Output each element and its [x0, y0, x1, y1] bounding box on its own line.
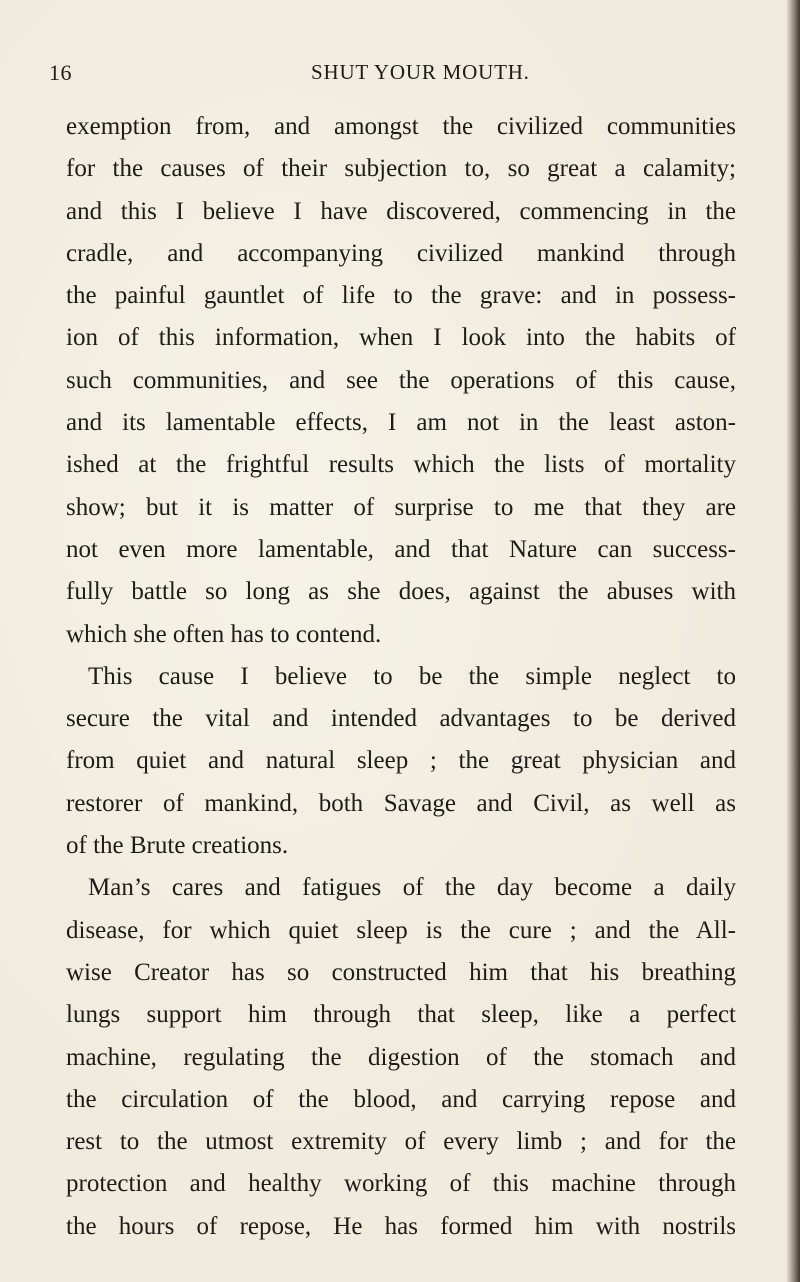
paragraph-end-line: which she often has to contend. [66, 620, 382, 648]
paragraph-start-line: This cause I believe to be the simple neglect to [88, 662, 736, 690]
text-line: not even more lamentable, and that Nature can success- [66, 535, 736, 563]
text-line: the hours of repose, He has formed him with nostrils [66, 1212, 736, 1240]
text-line: ished at the frightful results which the lists of mortality [66, 451, 736, 479]
text-line: for the causes of their subjection to, so great a calamity; [66, 155, 736, 183]
text-line: exemption from, and amongst the civilized communities [66, 113, 736, 140]
text-line: restorer of mankind, both Savage and Civil, as well as [66, 789, 736, 817]
text-line: lungs support him through that sleep, like a perfect [66, 1001, 736, 1029]
text-line: wise Creator has so constructed him that his breathing [66, 958, 736, 986]
body-text [66, 106, 736, 1248]
text-line: show; but it is matter of surprise to me that they are [66, 493, 736, 521]
text-line: such communities, and see the operations of this cause, [66, 366, 736, 394]
text-line: the circulation of the blood, and carrying repose and [66, 1085, 736, 1113]
text-line: the painful gauntlet of life to the grave: and in possess- [66, 282, 736, 310]
text-line: and this I believe I have discovered, commencing in the [66, 197, 736, 225]
paragraph-start-line: Man’s cares and fatigues of the day become a daily [88, 874, 736, 902]
text-line: machine, regulating the digestion of the stomach and [66, 1043, 736, 1071]
text-line: and its lamentable effects, I am not in the least aston- [66, 409, 736, 437]
running-head [0, 56, 800, 96]
page-gutter-shadow [786, 0, 800, 1282]
text-line: disease, for which quiet sleep is the cure ; and the All- [66, 916, 736, 944]
text-line: fully battle so long as she does, against the abuses with [66, 578, 736, 606]
text-line: secure the vital and intended advantages to be derived [66, 705, 736, 733]
text-line: from quiet and natural sleep ; the great physician and [66, 747, 736, 775]
page-number: 16 [49, 60, 72, 85]
text-line: ion of this information, when I look into the habits of [66, 324, 736, 352]
text-line: cradle, and accompanying civilized mankind through [66, 239, 736, 267]
text-line: protection and healthy working of this machine through [66, 1170, 736, 1198]
text-line: rest to the utmost extremity of every limb ; and for the [66, 1128, 736, 1156]
running-title: SHUT YOUR MOUTH. [311, 60, 530, 84]
paragraph-end-line: of the Brute creations. [66, 832, 289, 860]
